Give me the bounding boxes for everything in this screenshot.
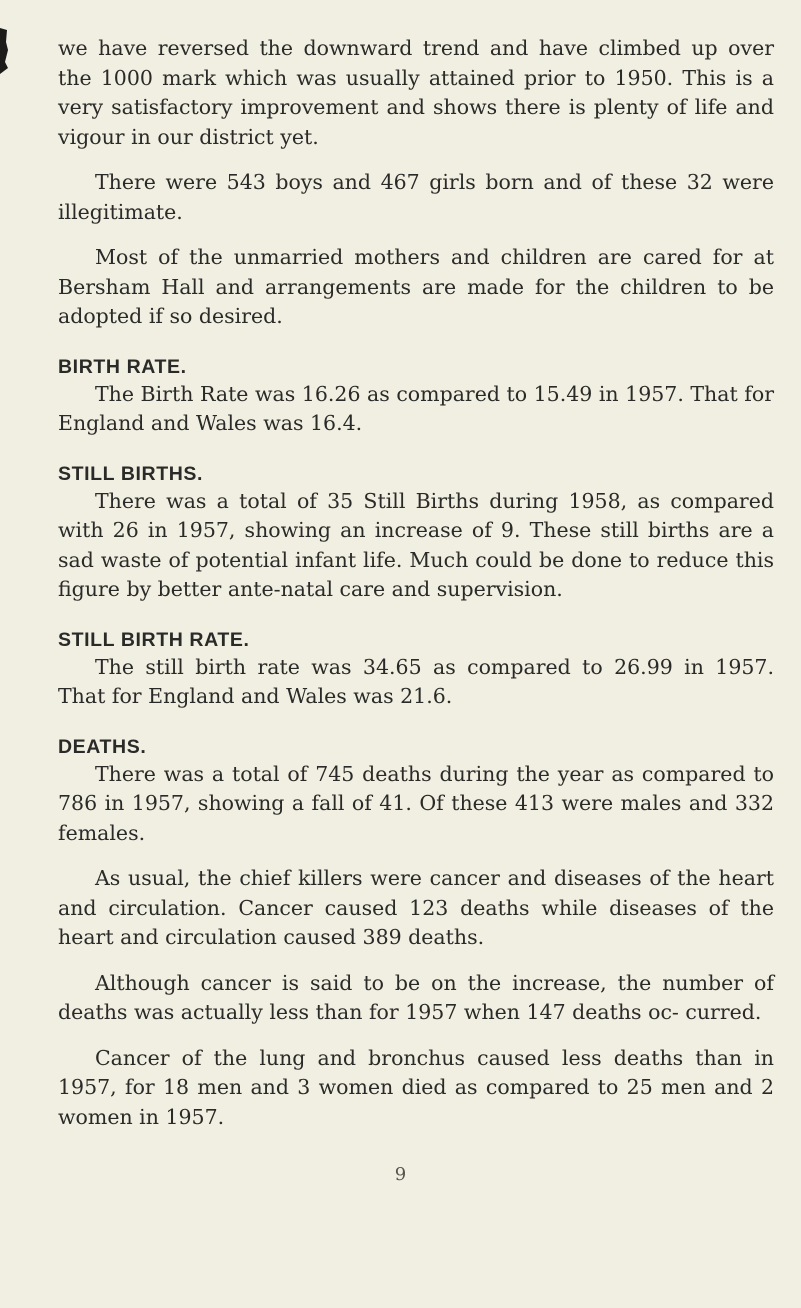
- page-number: 9: [394, 1164, 407, 1185]
- page-edge-mark: [0, 28, 9, 74]
- lung-cancer-paragraph: Cancer of the lung and bronchus caused less deaths than in 1957, for 18 men and 3 women died as compared to 25 men and 2 women in 1957.: [58, 1045, 774, 1129]
- still-birth-rate-paragraph: The still birth rate was 34.65 as compared to 26.99 in 1957. That for England and Wales was 21.6.: [58, 654, 774, 708]
- deaths-total-paragraph: There was a total of 745 deaths during the year as compared to 786 in 1957, showing a fall of 41. Of these 413 were males and 332 females.: [58, 761, 774, 845]
- still-births-paragraph: There was a total of 35 Still Births during 1958, as compared with 26 in 1957, showing an increase of 9. These still births are a sad waste of potential infant life. Much could be done to reduce this figure by better ante-natal care and supervision.: [58, 488, 774, 601]
- document-page: [58, 34, 774, 1132]
- birth-rate-heading: BIRTH RATE.: [58, 355, 187, 378]
- deaths-heading: DEATHS.: [58, 735, 147, 758]
- still-births-heading: STILL BIRTHS.: [58, 462, 204, 485]
- intro-paragraph: we have reversed the downward trend and have climbed up over the 1000 mark which was usually attained prior to 1950. This is a very satisfactory improvement and shows there is plenty of life and vigour in our district yet.: [58, 36, 774, 149]
- chief-killers-paragraph: As usual, the chief killers were cancer and diseases of the heart and circulation. Cancer caused 123 deaths while diseases of the heart and circulation caused 389 deaths.: [58, 866, 774, 949]
- unmarried-mothers-paragraph: Most of the unmarried mothers and children are cared for at Bersham Hall and arrangements are made for the children to be adopted if so desired.: [58, 245, 774, 328]
- cancer-increase-paragraph: Although cancer is said to be on the increase, the number of deaths was actually less than for 1957 when 147 deaths oc- curred.: [58, 970, 774, 1024]
- births-paragraph: There were 543 boys and 467 girls born and of these 32 were illegitimate.: [58, 170, 774, 224]
- birth-rate-paragraph: The Birth Rate was 16.26 as compared to 15.49 in 1957. That for England and Wales was 16.4.: [58, 381, 774, 435]
- still-birth-rate-heading: STILL BIRTH RATE.: [58, 628, 250, 651]
